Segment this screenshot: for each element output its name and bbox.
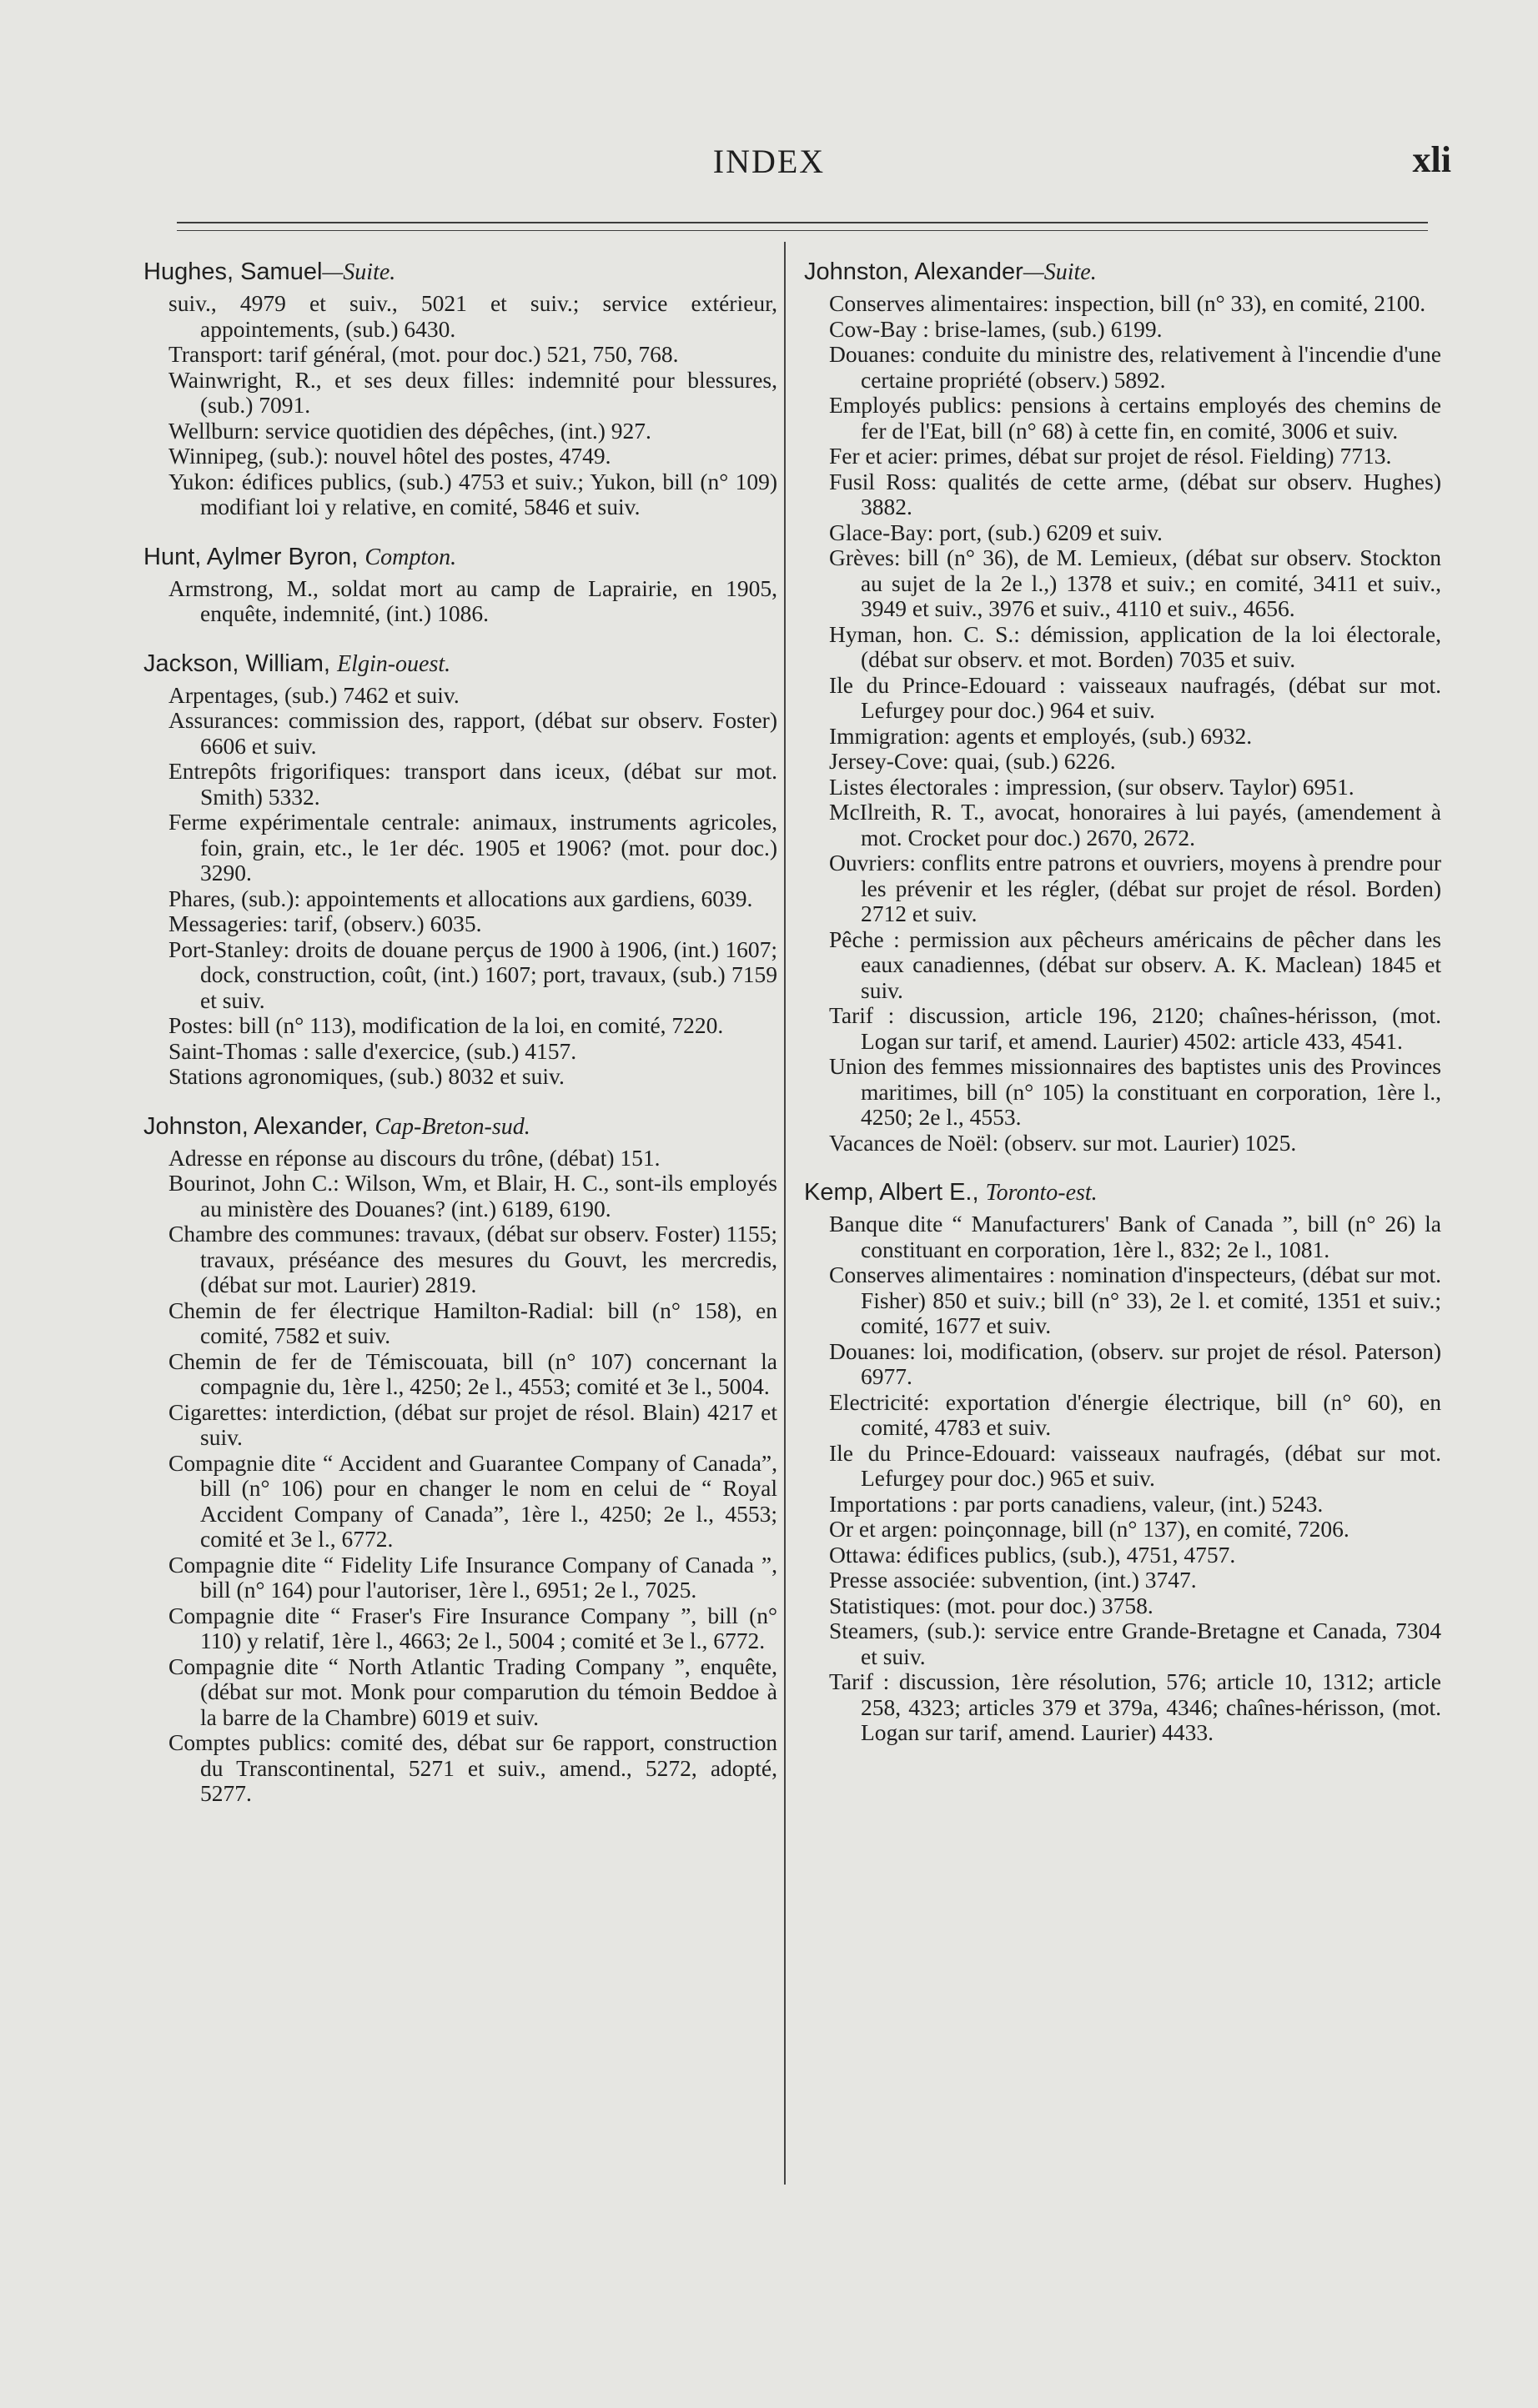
member-name: Kemp, Albert E., <box>804 1179 979 1206</box>
index-subentry: Wainwright, R., et ses deux filles: indemnité pour blessures, (sub.) 7091. <box>168 366 777 418</box>
index-subentry: Assurances: commission des, rapport, (débat sur observ. Foster) 6606 et suiv. <box>168 707 777 759</box>
index-subentry: McIlreith, R. T., avocat, honoraires à lui payés, (amendement à mot. Crocket pour doc.) 2670, 2672. <box>829 799 1441 850</box>
index-subentry: Compagnie dite “ Accident and Guarantee Company of Canada”, bill (n° 106) pour en changer le nom en celui de “ Royal Accident Company of Canada”, 1ère l., 4250; 2e l., 4553; comité et 3e l., 6772. <box>168 1449 777 1552</box>
index-subentry: Port-Stanley: droits de douane perçus de 1900 à 1906, (int.) 1607; dock, construction, coût, (int.) 1607; port, travaux, (sub.) 7159 et suiv. <box>168 936 777 1013</box>
index-subentry: Winnipeg, (sub.): nouvel hôtel des postes, 4749. <box>168 443 611 469</box>
header-rule-top <box>177 222 1428 223</box>
index-subentry: Grèves: bill (n° 36), de M. Lemieux, (débat sur observ. Stockton au sujet de la 2e l.,) 1378 et suiv.; en comité, 3411 et suiv., 3949 et suiv., 3976 et suiv., 4110 et suiv., 4656. <box>829 544 1441 621</box>
riding-name: Compton. <box>364 544 457 570</box>
index-subentry: Tarif : discussion, 1ère résolution, 576; article 10, 1312; article 258, 4323; articles 379 et 379a, 4346; chaînes-hérisson, (mot. Logan sur tarif, amend. Laurier) 4433. <box>829 1668 1441 1745</box>
index-subentry: Transport: tarif général, (mot. pour doc.) 521, 750, 768. <box>168 341 679 367</box>
riding-name: Elgin-ouest. <box>337 650 451 677</box>
index-subentry: Tarif : discussion, article 196, 2120; chaînes-hérisson, (mot. Logan sur tarif, et amend. Laurier) 4502: article 433, 4541. <box>829 1002 1441 1054</box>
index-subentry: Presse associée: subvention, (int.) 3747. <box>829 1567 1197 1593</box>
index-subentry: Cow-Bay : brise-lames, (sub.) 6199. <box>829 315 1163 342</box>
riding-name: Cap-Breton-sud. <box>374 1113 530 1140</box>
member-name: Hughes, Samuel <box>143 258 323 285</box>
index-subentry: Entrepôts frigorifiques: transport dans iceux, (débat sur mot. Smith) 5332. <box>168 758 777 810</box>
index-subentry: Saint-Thomas : salle d'exercice, (sub.) 4157. <box>168 1037 577 1064</box>
entry-heading <box>143 257 777 288</box>
index-entry <box>804 1177 1441 1746</box>
index-subentry: Chemin de fer de Témiscouata, bill (n° 107) concernant la compagnie du, 1ère l., 4250; 2e l., 4553; comité et 3e l., 5004. <box>168 1347 777 1399</box>
member-name: Johnston, Alexander, <box>143 1112 369 1140</box>
index-subentry: Fusil Ross: qualités de cette arme, (débat sur observ. Hughes) 3882. <box>829 468 1441 519</box>
entry-heading <box>804 1177 1441 1208</box>
member-name: Hunt, Aylmer Byron, <box>143 543 359 570</box>
index-subentry: Compagnie dite “ Fraser's Fire Insurance Company ”, bill (n° 110) y relatif, 1ère l., 4663; 2e l., 5004 ; comité et 3e l., 6772. <box>168 1602 777 1653</box>
index-subentry: Immigration: agents et employés, (sub.) 6932. <box>829 722 1253 749</box>
index-subentry: Armstrong, M., soldat mort au camp de Laprairie, en 1905, enquête, indemnité, (int.) 1086. <box>168 574 777 626</box>
index-subentry: Ouvriers: conflits entre patrons et ouvriers, moyens à prendre pour les prévenir et les régler, (débat sur projet de résol. Borden) 2712 et suiv. <box>829 850 1441 926</box>
index-subentry: Fer et acier: primes, débat sur projet de résol. Fielding) 7713. <box>829 443 1392 469</box>
index-entry <box>143 542 777 627</box>
riding-name: —Suite. <box>322 259 396 285</box>
entry-heading <box>143 1111 777 1142</box>
index-subentry: Adresse en réponse au discours du trône, (débat) 151. <box>168 1144 661 1171</box>
page-number: xli <box>1412 139 1451 180</box>
index-subentry: Or et argen: poinçonnage, bill (n° 137), en comité, 7206. <box>829 1516 1350 1542</box>
index-subentry: Conserves alimentaires: inspection, bill (n° 33), en comité, 2100. <box>829 290 1426 316</box>
index-subentry: Pêche : permission aux pêcheurs américains de pêcher dans les eaux canadiennes, (débat sur observ. A. K. Maclean) 1845 et suiv. <box>829 926 1441 1003</box>
riding-name: Toronto-est. <box>985 1180 1098 1206</box>
index-subentry: Phares, (sub.): appointements et allocations aux gardiens, 6039. <box>168 885 753 911</box>
page-header-title: INDEX <box>712 143 826 180</box>
index-subentry: Steamers, (sub.): service entre Grande-Bretagne et Canada, 7304 et suiv. <box>829 1618 1441 1669</box>
right-column <box>804 257 1441 1768</box>
index-subentry: Banque dite “ Manufacturers' Bank of Canada ”, bill (n° 26) la constituant en corporation, 1ère l., 832; 2e l., 1081. <box>829 1211 1441 1262</box>
index-subentry: Importations : par ports canadiens, valeur, (int.) 5243. <box>829 1490 1324 1517</box>
left-column <box>143 257 777 1829</box>
index-subentry: Hyman, hon. C. S.: démission, application de la loi électorale, (débat sur observ. et mot. Borden) 7035 et suiv. <box>829 620 1441 672</box>
index-subentry: Employés publics: pensions à certains employés des chemins de fer de l'Eat, bill (n° 68) à cette fin, en comité, 3006 et suiv. <box>829 392 1441 444</box>
index-subentry: Ile du Prince-Edouard : vaisseaux naufragés, (débat sur mot. Lefurgey pour doc.) 964 et suiv. <box>829 671 1441 723</box>
index-subentry: Jersey-Cove: quai, (sub.) 6226. <box>829 748 1116 774</box>
index-subentry: Chemin de fer électrique Hamilton-Radial: bill (n° 158), en comité, 7582 et suiv. <box>168 1297 777 1348</box>
entry-heading <box>143 649 777 680</box>
riding-name: —Suite. <box>1023 259 1097 285</box>
index-subentry: Douanes: conduite du ministre des, relativement à l'incendie d'une certaine propriété (observ.) 5892. <box>829 341 1441 393</box>
index-subentry: Postes: bill (n° 113), modification de la loi, en comité, 7220. <box>168 1012 724 1038</box>
index-subentry: Union des femmes missionnaires des baptistes unis des Provinces maritimes, bill (n° 105) la constituant en corporation, 1ère l., 4250; 2e l., 4553. <box>829 1053 1441 1130</box>
index-entry <box>143 257 777 520</box>
member-name: Johnston, Alexander <box>804 258 1023 285</box>
index-subentry: Bourinot, John C.: Wilson, Wm, et Blair, H. C., sont-ils employés au ministère des Douanes? (int.) 6189, 6190. <box>168 1170 777 1222</box>
index-subentry: suiv., 4979 et suiv., 5021 et suiv.; service extérieur, appointements, (sub.) 6430. <box>168 290 777 342</box>
index-subentry: Wellburn: service quotidien des dépêches, (int.) 927. <box>168 417 651 444</box>
index-entry <box>143 649 777 1090</box>
index-subentry: Ferme expérimentale centrale: animaux, instruments agricoles, foin, grain, etc., le 1er déc. 1905 et 1906? (mot. pour doc.) 3290. <box>168 809 777 885</box>
index-subentry: Glace-Bay: port, (sub.) 6209 et suiv. <box>829 519 1163 545</box>
index-subentry: Compagnie dite “ Fidelity Life Insurance Company of Canada ”, bill (n° 164) pour l'autoriser, 1ère l., 6951; 2e l., 7025. <box>168 1551 777 1603</box>
index-subentry: Ottawa: édifices publics, (sub.), 4751, 4757. <box>829 1541 1236 1568</box>
index-subentry: Vacances de Noël: (observ. sur mot. Laurier) 1025. <box>829 1129 1297 1156</box>
index-subentry: Douanes: loi, modification, (observ. sur projet de résol. Paterson) 6977. <box>829 1337 1441 1389</box>
index-entry <box>804 257 1441 1156</box>
index-subentry: Arpentages, (sub.) 7462 et suiv. <box>168 681 460 708</box>
entry-heading <box>143 542 777 573</box>
member-name: Jackson, William, <box>143 650 330 677</box>
index-subentry: Conserves alimentaires : nomination d'inspecteurs, (débat sur mot. Fisher) 850 et suiv.; bill (n° 33), 2e l. et comité, 1351 et suiv.; comité, 1677 et suiv. <box>829 1262 1441 1338</box>
column-divider <box>784 242 786 2185</box>
index-subentry: Messageries: tarif, (observ.) 6035. <box>168 911 482 936</box>
index-subentry: Stations agronomiques, (sub.) 8032 et suiv. <box>168 1063 565 1089</box>
index-subentry: Statistiques: (mot. pour doc.) 3758. <box>829 1592 1154 1618</box>
index-subentry: Yukon: édifices publics, (sub.) 4753 et suiv.; Yukon, bill (n° 109) modifiant loi y relative, en comité, 5846 et suiv. <box>168 468 777 519</box>
entry-heading <box>804 257 1441 288</box>
index-subentry: Cigarettes: interdiction, (débat sur projet de résol. Blain) 4217 et suiv. <box>168 1398 777 1450</box>
index-entry <box>143 1111 777 1807</box>
header-rule-bottom <box>177 230 1428 231</box>
index-subentry: Ile du Prince-Edouard: vaisseaux naufragés, (débat sur mot. Lefurgey pour doc.) 965 et suiv. <box>829 1439 1441 1491</box>
index-subentry: Listes électorales : impression, (sur observ. Taylor) 6951. <box>829 773 1355 800</box>
index-subentry: Chambre des communes: travaux, (débat sur observ. Foster) 1155; travaux, préséance des mesures du Gouvt, les mercredis, (débat sur mot. Laurier) 2819. <box>168 1221 777 1297</box>
index-subentry: Electricité: exportation d'énergie électrique, bill (n° 60), en comité, 4783 et suiv. <box>829 1388 1441 1440</box>
index-subentry: Compagnie dite “ North Atlantic Trading Company ”, enquête, (débat sur mot. Monk pour comparution du témoin Beddoe à la barre de la Chambre) 6019 et suiv. <box>168 1653 777 1730</box>
index-subentry: Comptes publics: comité des, débat sur 6e rapport, construction du Transcontinental, 5271 et suiv., amend., 5272, adopté, 5277. <box>168 1729 777 1806</box>
